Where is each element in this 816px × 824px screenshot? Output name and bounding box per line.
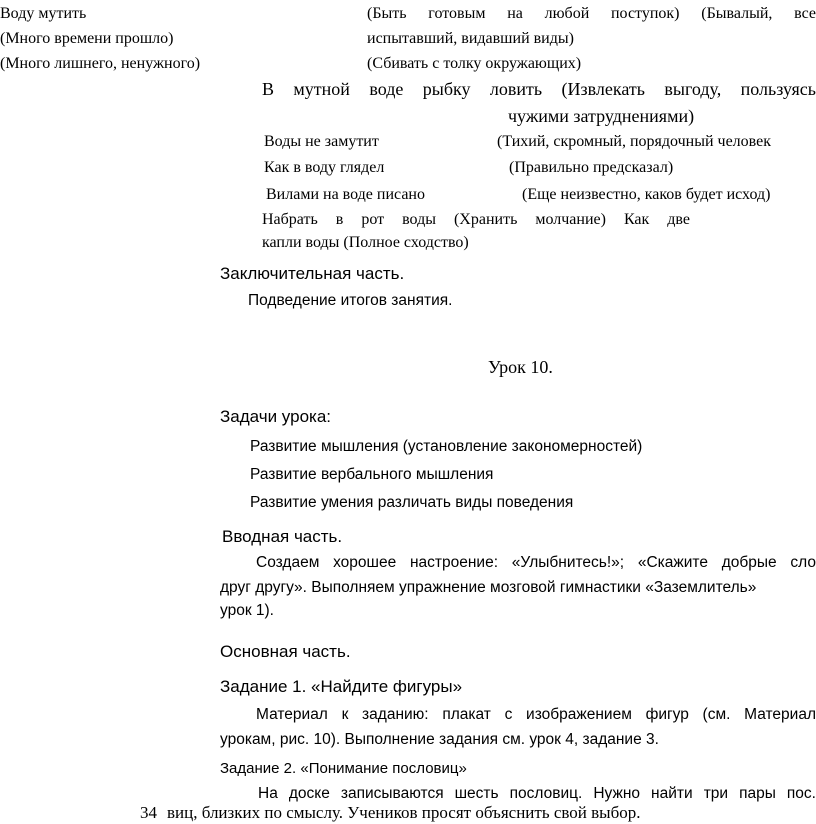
task2-heading: Задание 2. «Понимание пословиц» xyxy=(220,760,467,777)
conclusion-heading: Заключительная часть. xyxy=(220,264,405,283)
task1-line-1: Материал к заданию: плакат с изображением фигур (см. Материал xyxy=(256,706,816,723)
task1-line-2: урокам, рис. 10). Выполнение задания см. урок 4, задание 3. xyxy=(220,731,659,748)
intro-line-1: Создаем хорошее настроение: «Улыбнитесь!»; «Скажите добрые сло xyxy=(256,554,816,571)
tasks-heading: Задачи урока: xyxy=(220,407,332,426)
task1-heading: Задание 1. «Найдите фигуры» xyxy=(220,677,463,696)
top-left-line-2: (Много времени прошло) xyxy=(0,30,174,47)
idiom-kak-right: (Правильно предсказал) xyxy=(509,159,674,176)
intro-line-2: друг другу». Выполняем упражнение мозговой гимнастики «Заземлитель» xyxy=(220,579,757,596)
idiom-nabrat-line-1: Набрать в рот воды (Хранить молчание) Как две xyxy=(262,211,690,228)
main-heading: Основная часть. xyxy=(220,642,351,661)
task-item: Развитие мышления (установление закономерностей) xyxy=(250,438,643,455)
idiom-vody-left: Воды не замутит xyxy=(264,133,379,150)
top-right-line-2: испытавший, видавший виды) xyxy=(367,30,574,47)
conclusion-text: Подведение итогов занятия. xyxy=(248,292,453,309)
top-left-line-1: Воду мутить xyxy=(0,5,87,22)
idiom-kak-left: Как в воду глядел xyxy=(264,159,385,176)
intro-line-3: урок 1). xyxy=(220,602,274,619)
page-number: 34 xyxy=(140,803,157,822)
top-left-line-3: (Много лишнего, ненужного) xyxy=(0,55,201,72)
lesson-title: Урок 10. xyxy=(488,357,553,377)
top-right-line-3: (Сбивать с толку окружающих) xyxy=(367,55,582,72)
idiom-vody-right: (Тихий, скромный, порядочный человек xyxy=(497,133,771,150)
idiom-vilami-right: (Еще неизвестно, каков будет исход) xyxy=(522,186,771,203)
task2-line: На доске записываются шесть пословиц. Нужно найти три пары пос. xyxy=(258,785,816,802)
idiom-vilami-left: Вилами на воде писано xyxy=(266,186,425,203)
idiom-nabrat-line-2: капли воды (Полное сходство) xyxy=(262,234,469,251)
intro-heading: Вводная часть. xyxy=(222,527,343,546)
top-right-line-1: (Быть готовым на любой поступок) (Бывалый, все xyxy=(367,5,816,22)
idiom-mutnoy-line-2: чужими затруднениями) xyxy=(508,106,695,126)
footer-text: виц, близких по смыслу. Учеников просят объяснить свой выбор. xyxy=(167,803,641,822)
task-item: Развитие умения различать виды поведения xyxy=(250,494,574,511)
idiom-mutnoy-line-1: В мутной воде рыбку ловить (Извлекать выгоду, пользуясь xyxy=(262,79,816,99)
task-item: Развитие вербального мышления xyxy=(250,466,494,483)
